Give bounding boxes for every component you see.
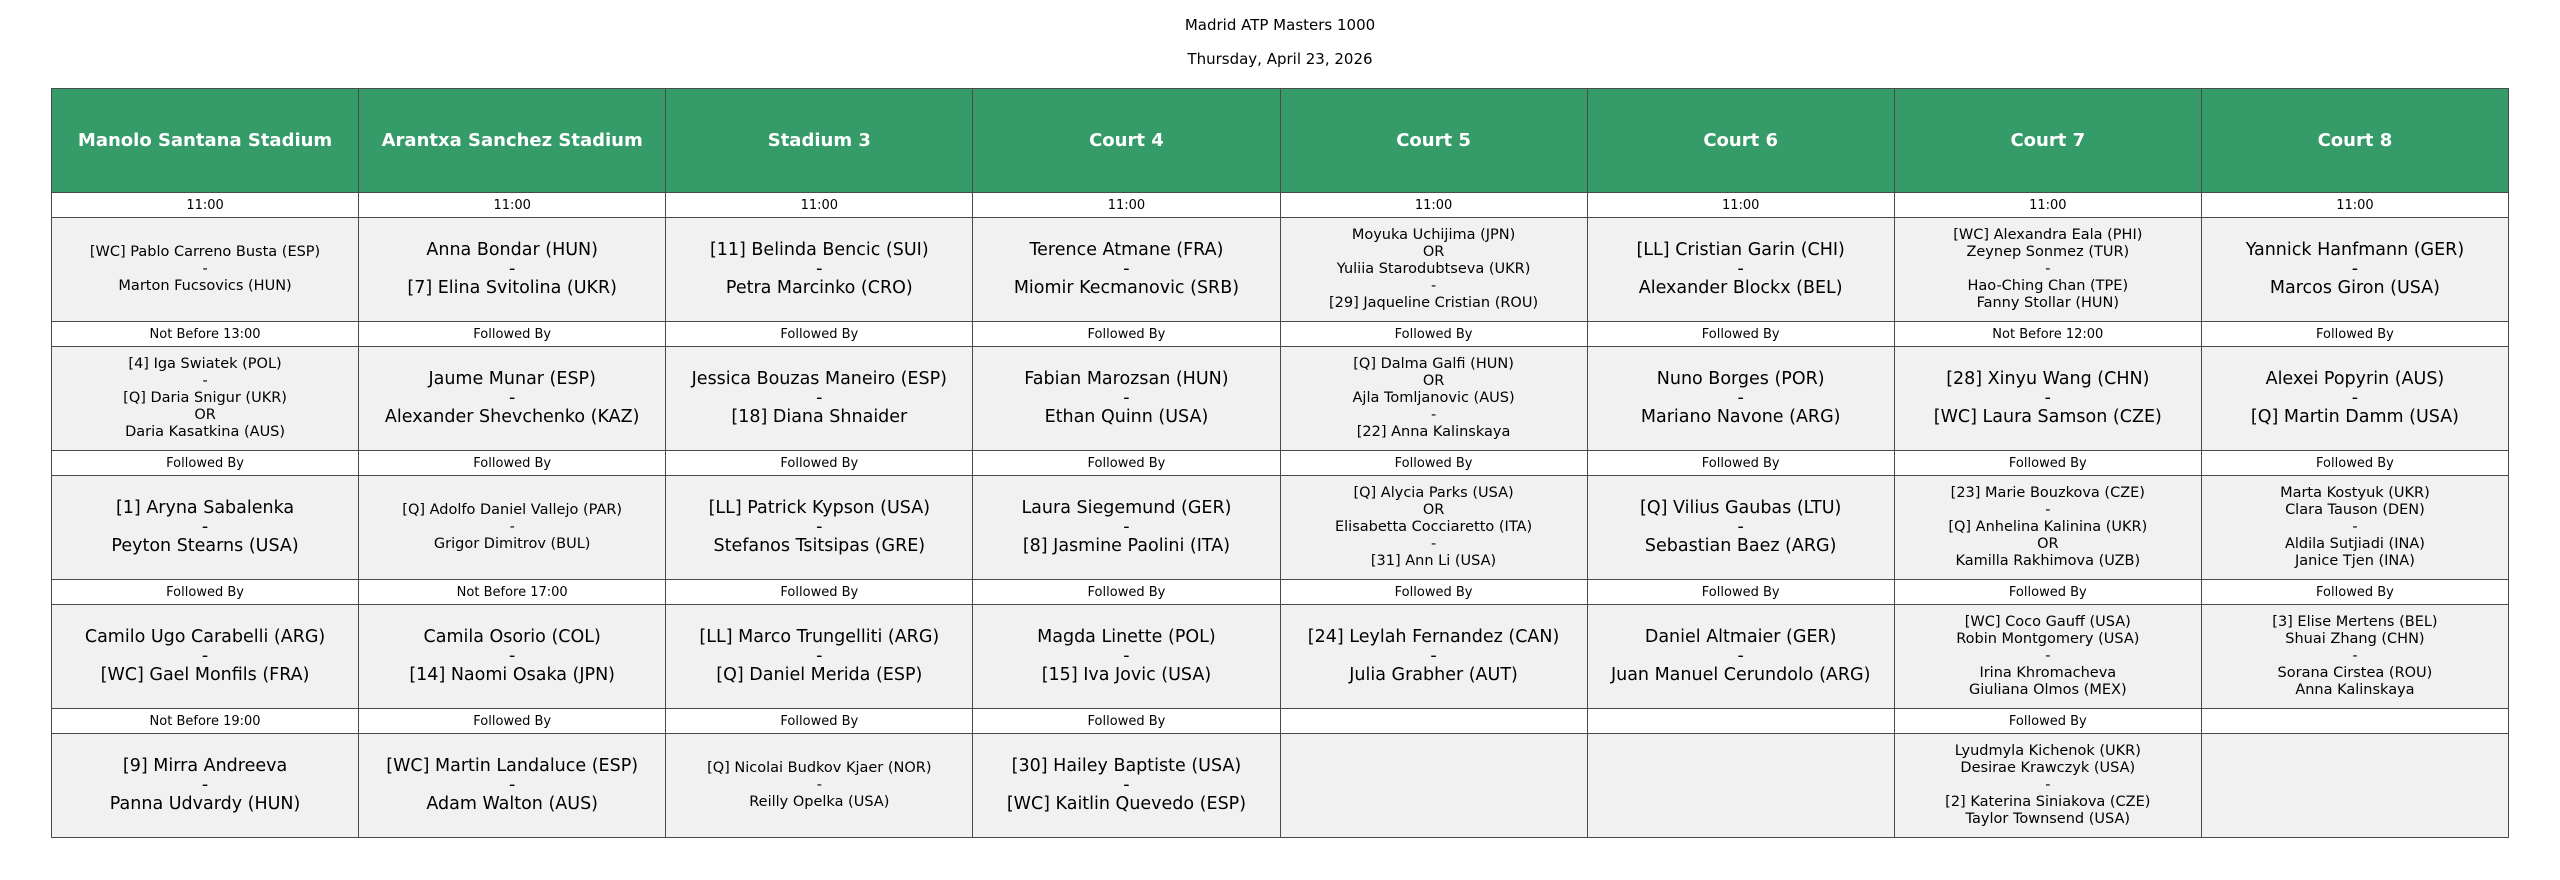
match-line: - bbox=[1123, 517, 1130, 537]
match-cell bbox=[359, 605, 666, 709]
match-cell bbox=[2201, 605, 2508, 709]
match-line: [Q] Martin Damm (USA) bbox=[2250, 407, 2459, 427]
match-line: - bbox=[1123, 259, 1130, 279]
start-time-label: Followed By bbox=[359, 451, 666, 476]
match-line: Fanny Stollar (HUN) bbox=[1976, 295, 2120, 311]
match-line: [Q] Vilius Gaubas (LTU) bbox=[1640, 498, 1842, 518]
start-time-label: Followed By bbox=[52, 580, 359, 605]
match-line: Terence Atmane (FRA) bbox=[1029, 240, 1224, 260]
match-line: - bbox=[1430, 278, 1437, 294]
match-line: - bbox=[509, 519, 515, 535]
start-time-label: Followed By bbox=[973, 709, 1280, 734]
match-line: Janice Tjen (INA) bbox=[2295, 553, 2415, 569]
start-time-label: Followed By bbox=[666, 322, 973, 347]
match-line: [WC] Martin Landaluce (ESP) bbox=[386, 756, 639, 776]
start-time-label bbox=[1587, 709, 1894, 734]
match-line: - bbox=[2045, 777, 2051, 793]
match-line: - bbox=[509, 259, 516, 279]
match-line: [WC] Gael Monfils (FRA) bbox=[100, 665, 310, 685]
match-line: - bbox=[816, 517, 823, 537]
match-line: - bbox=[201, 517, 209, 537]
match-line: [30] Hailey Baptiste (USA) bbox=[1011, 756, 1242, 776]
match-line: Camila Osorio (COL) bbox=[423, 627, 601, 647]
match-line: Alexei Popyrin (AUS) bbox=[2265, 369, 2445, 389]
start-time-label: 11:00 bbox=[1894, 193, 2201, 218]
match-cell bbox=[1587, 218, 1894, 322]
match-line: [11] Belinda Bencic (SUI) bbox=[709, 240, 929, 260]
start-time-label bbox=[2201, 709, 2508, 734]
match-line: Jessica Bouzas Maneiro (ESP) bbox=[691, 369, 947, 389]
match-line: - bbox=[1430, 407, 1437, 423]
match-line: - bbox=[509, 388, 516, 408]
time-row bbox=[52, 451, 2509, 476]
court-header: Stadium 3 bbox=[666, 89, 973, 193]
match-line: [LL] Marco Trungelliti (ARG) bbox=[699, 627, 940, 647]
match-cell bbox=[1280, 347, 1587, 451]
match-cell bbox=[1587, 476, 1894, 580]
time-row bbox=[52, 193, 2509, 218]
match-line: - bbox=[202, 261, 208, 277]
match-cell bbox=[973, 347, 1280, 451]
match-line: OR bbox=[194, 407, 216, 423]
start-time-label: Followed By bbox=[1280, 451, 1587, 476]
match-cell bbox=[973, 605, 1280, 709]
match-line: [WC] Pablo Carreno Busta (ESP) bbox=[89, 244, 321, 260]
start-time-label: Followed By bbox=[2201, 451, 2508, 476]
match-line: [29] Jaqueline Cristian (ROU) bbox=[1329, 295, 1539, 311]
start-time-label: Followed By bbox=[973, 451, 1280, 476]
match-cell bbox=[359, 734, 666, 838]
match-cell bbox=[1894, 734, 2201, 838]
start-time-label: 11:00 bbox=[973, 193, 1280, 218]
start-time-label: Followed By bbox=[1587, 580, 1894, 605]
match-line: [Q] Daria Snigur (UKR) bbox=[123, 390, 287, 406]
match-cell bbox=[973, 476, 1280, 580]
match-line: - bbox=[1737, 388, 1744, 408]
start-time-label: Not Before 12:00 bbox=[1894, 322, 2201, 347]
match-line: - bbox=[201, 775, 209, 795]
match-line: Reilly Opelka (USA) bbox=[749, 794, 890, 810]
match-line: Aldila Sutjiadi (INA) bbox=[2284, 536, 2425, 552]
match-line: - bbox=[1737, 517, 1744, 537]
match-line: [2] Katerina Siniakova (CZE) bbox=[1945, 794, 2151, 810]
match-line: OR bbox=[2037, 536, 2059, 552]
match-line: OR bbox=[1422, 244, 1445, 260]
match-line: Lyudmyla Kichenok (UKR) bbox=[1954, 743, 2141, 759]
match-line: Peyton Stearns (USA) bbox=[111, 536, 299, 556]
match-cell bbox=[666, 605, 973, 709]
match-cell bbox=[359, 347, 666, 451]
start-time-label: Followed By bbox=[359, 322, 666, 347]
time-row bbox=[52, 709, 2509, 734]
time-row bbox=[52, 580, 2509, 605]
match-line: Jaume Munar (ESP) bbox=[428, 369, 596, 389]
match-line: [Q] Adolfo Daniel Vallejo (PAR) bbox=[402, 502, 623, 518]
match-line: Zeynep Sonmez (TUR) bbox=[1966, 244, 2130, 260]
start-time-label: 11:00 bbox=[359, 193, 666, 218]
match-line: [WC] Kaitlin Quevedo (ESP) bbox=[1006, 794, 1247, 814]
match-line: Shuai Zhang (CHN) bbox=[2285, 631, 2425, 647]
start-time-label: 11:00 bbox=[2201, 193, 2508, 218]
match-line: [WC] Alexandra Eala (PHI) bbox=[1953, 227, 2143, 243]
match-cell bbox=[2201, 734, 2508, 838]
match-cell bbox=[973, 734, 1280, 838]
match-line: [15] Iva Jovic (USA) bbox=[1041, 665, 1212, 685]
match-cell bbox=[52, 218, 359, 322]
match-line: Moyuka Uchijima (JPN) bbox=[1351, 227, 1516, 243]
match-line: Clara Tauson (DEN) bbox=[2285, 502, 2425, 518]
match-line: Taylor Townsend (USA) bbox=[1965, 811, 2131, 827]
match-cell bbox=[666, 476, 973, 580]
match-line: Yannick Hanfmann (GER) bbox=[2245, 240, 2465, 260]
match-line: - bbox=[1430, 646, 1437, 666]
match-line: Petra Marcinko (CRO) bbox=[725, 278, 913, 298]
match-line: [Q] Alycia Parks (USA) bbox=[1353, 485, 1514, 501]
match-cell bbox=[1894, 476, 2201, 580]
match-line: - bbox=[1123, 388, 1130, 408]
match-row bbox=[52, 734, 2509, 838]
match-line: Mariano Navone (ARG) bbox=[1640, 407, 1841, 427]
match-line: OR bbox=[1422, 373, 1445, 389]
match-row bbox=[52, 605, 2509, 709]
tournament-title: Madrid ATP Masters 1000 bbox=[1184, 16, 1376, 34]
start-time-label: 11:00 bbox=[1280, 193, 1587, 218]
match-line: [7] Elina Svitolina (UKR) bbox=[407, 278, 617, 298]
match-cell bbox=[52, 476, 359, 580]
match-line: - bbox=[509, 775, 516, 795]
start-time-label: Followed By bbox=[973, 580, 1280, 605]
match-line: - bbox=[202, 373, 208, 389]
match-line: Marton Fucsovics (HUN) bbox=[118, 278, 292, 294]
match-line: Adam Walton (AUS) bbox=[426, 794, 599, 814]
match-line: Hao-Ching Chan (TPE) bbox=[1967, 278, 2129, 294]
match-cell bbox=[1894, 347, 2201, 451]
match-line: - bbox=[1430, 536, 1437, 552]
match-line: - bbox=[816, 259, 823, 279]
match-line: Elisabetta Cocciaretto (ITA) bbox=[1334, 519, 1533, 535]
match-line: Marcos Giron (USA) bbox=[2269, 278, 2440, 298]
match-line: Robin Montgomery (USA) bbox=[1956, 631, 2140, 647]
match-line: [18] Diana Shnaider bbox=[731, 407, 908, 427]
match-cell bbox=[666, 347, 973, 451]
match-line: Sebastian Baez (ARG) bbox=[1644, 536, 1837, 556]
start-time-label: Followed By bbox=[1894, 451, 2201, 476]
match-cell bbox=[1587, 605, 1894, 709]
match-line: [3] Elise Mertens (BEL) bbox=[2272, 614, 2438, 630]
match-line: - bbox=[1737, 646, 1744, 666]
match-line: [LL] Cristian Garin (CHI) bbox=[1636, 240, 1845, 260]
match-line: Alexander Blockx (BEL) bbox=[1638, 278, 1843, 298]
match-line: [28] Xinyu Wang (CHN) bbox=[1946, 369, 2150, 389]
match-line: Desirae Krawczyk (USA) bbox=[1960, 760, 2136, 776]
match-line: - bbox=[2351, 259, 2359, 279]
match-line: - bbox=[2352, 519, 2358, 535]
match-line: - bbox=[816, 646, 823, 666]
match-line: - bbox=[1737, 259, 1744, 279]
start-time-label: Followed By bbox=[666, 709, 973, 734]
match-line: - bbox=[816, 777, 822, 793]
start-time-label: Not Before 17:00 bbox=[359, 580, 666, 605]
match-line: Kamilla Rakhimova (UZB) bbox=[1955, 553, 2141, 569]
match-cell bbox=[2201, 347, 2508, 451]
match-line: OR bbox=[1422, 502, 1445, 518]
match-line: Stefanos Tsitsipas (GRE) bbox=[713, 536, 926, 556]
match-line: Laura Siegemund (GER) bbox=[1021, 498, 1232, 518]
time-row bbox=[52, 322, 2509, 347]
match-cell bbox=[52, 605, 359, 709]
start-time-label: 11:00 bbox=[52, 193, 359, 218]
match-cell bbox=[1280, 476, 1587, 580]
match-line: Marta Kostyuk (UKR) bbox=[2280, 485, 2430, 501]
match-line: Sorana Cirstea (ROU) bbox=[2277, 665, 2433, 681]
match-line: - bbox=[1123, 775, 1130, 795]
court-header-row bbox=[52, 89, 2509, 193]
match-line: Anna Bondar (HUN) bbox=[426, 240, 598, 260]
match-line: Panna Udvardy (HUN) bbox=[109, 794, 301, 814]
match-line: - bbox=[816, 388, 823, 408]
court-header: Court 4 bbox=[973, 89, 1280, 193]
match-line: [LL] Patrick Kypson (USA) bbox=[708, 498, 931, 518]
match-line: - bbox=[509, 646, 516, 666]
match-cell bbox=[1280, 605, 1587, 709]
court-header: Arantxa Sanchez Stadium bbox=[359, 89, 666, 193]
match-line: [Q] Dalma Galfi (HUN) bbox=[1353, 356, 1514, 372]
match-cell bbox=[359, 476, 666, 580]
match-line: Daniel Altmaier (GER) bbox=[1644, 627, 1837, 647]
match-line: Ajla Tomljanovic (AUS) bbox=[1352, 390, 1515, 406]
match-line: - bbox=[2351, 388, 2359, 408]
match-row bbox=[52, 218, 2509, 322]
match-line: - bbox=[2044, 388, 2051, 408]
match-cell bbox=[1280, 734, 1587, 838]
match-line: [14] Naomi Osaka (JPN) bbox=[409, 665, 616, 685]
match-line: Camilo Ugo Carabelli (ARG) bbox=[84, 627, 326, 647]
match-line: [Q] Daniel Merida (ESP) bbox=[716, 665, 923, 685]
schedule-body bbox=[52, 193, 2509, 838]
match-line: Magda Linette (POL) bbox=[1037, 627, 1216, 647]
match-line: Julia Grabher (AUT) bbox=[1349, 665, 1518, 685]
start-time-label: Followed By bbox=[973, 322, 1280, 347]
start-time-label: Followed By bbox=[1587, 322, 1894, 347]
schedule-date: Thursday, April 23, 2026 bbox=[1187, 50, 1373, 68]
match-line: [1] Aryna Sabalenka bbox=[115, 498, 295, 518]
start-time-label: Followed By bbox=[52, 451, 359, 476]
start-time-label: 11:00 bbox=[1587, 193, 1894, 218]
order-of-play-table bbox=[51, 88, 2509, 838]
start-time-label: 11:00 bbox=[666, 193, 973, 218]
start-time-label: Followed By bbox=[666, 580, 973, 605]
match-row bbox=[52, 476, 2509, 580]
match-line: Juan Manuel Cerundolo (ARG) bbox=[1610, 665, 1871, 685]
start-time-label: Followed By bbox=[2201, 322, 2508, 347]
match-line: Fabian Marozsan (HUN) bbox=[1024, 369, 1229, 389]
start-time-label: Followed By bbox=[1587, 451, 1894, 476]
start-time-label: Followed By bbox=[1280, 322, 1587, 347]
court-header: Court 8 bbox=[2201, 89, 2508, 193]
match-line: [8] Jasmine Paolini (ITA) bbox=[1022, 536, 1231, 556]
match-cell bbox=[666, 218, 973, 322]
match-line: [24] Leylah Fernandez (CAN) bbox=[1307, 627, 1560, 647]
match-line: [Q] Anhelina Kalinina (UKR) bbox=[1948, 519, 2148, 535]
start-time-label: Not Before 13:00 bbox=[52, 322, 359, 347]
match-line: Irina Khromacheva bbox=[1979, 665, 2117, 681]
match-line: - bbox=[2045, 261, 2051, 277]
match-line: Nuno Borges (POR) bbox=[1656, 369, 1825, 389]
match-row bbox=[52, 347, 2509, 451]
court-header: Manolo Santana Stadium bbox=[52, 89, 359, 193]
match-line: Miomir Kecmanovic (SRB) bbox=[1013, 278, 1240, 298]
match-cell bbox=[359, 218, 666, 322]
match-cell bbox=[973, 218, 1280, 322]
match-cell bbox=[2201, 218, 2508, 322]
court-header: Court 5 bbox=[1280, 89, 1587, 193]
match-cell bbox=[2201, 476, 2508, 580]
match-cell bbox=[1280, 218, 1587, 322]
match-line: Daria Kasatkina (AUS) bbox=[125, 424, 286, 440]
match-cell bbox=[1894, 605, 2201, 709]
match-line: - bbox=[1123, 646, 1130, 666]
match-line: Ethan Quinn (USA) bbox=[1044, 407, 1209, 427]
start-time-label: Followed By bbox=[666, 451, 973, 476]
match-cell bbox=[52, 734, 359, 838]
match-line: [22] Anna Kalinskaya bbox=[1356, 424, 1511, 440]
start-time-label: Followed By bbox=[2201, 580, 2508, 605]
match-line: - bbox=[2045, 648, 2051, 664]
match-line: [23] Marie Bouzkova (CZE) bbox=[1950, 485, 2145, 501]
match-line: [WC] Laura Samson (CZE) bbox=[1933, 407, 2162, 427]
match-line: Anna Kalinskaya bbox=[2295, 682, 2415, 698]
match-line: Yuliia Starodubtseva (UKR) bbox=[1336, 261, 1531, 277]
match-line: [Q] Nicolai Budkov Kjaer (NOR) bbox=[707, 760, 932, 776]
start-time-label: Followed By bbox=[1280, 580, 1587, 605]
start-time-label bbox=[1280, 709, 1587, 734]
match-cell bbox=[52, 347, 359, 451]
match-cell bbox=[1587, 734, 1894, 838]
match-line: Grigor Dimitrov (BUL) bbox=[433, 536, 591, 552]
match-line: Giuliana Olmos (MEX) bbox=[1969, 682, 2127, 698]
start-time-label: Followed By bbox=[359, 709, 666, 734]
court-header: Court 6 bbox=[1587, 89, 1894, 193]
match-line: [WC] Coco Gauff (USA) bbox=[1964, 614, 2131, 630]
match-line: [31] Ann Li (USA) bbox=[1370, 553, 1497, 569]
match-line: - bbox=[2045, 502, 2051, 518]
match-cell bbox=[1587, 347, 1894, 451]
court-header: Court 7 bbox=[1894, 89, 2201, 193]
match-line: [9] Mirra Andreeva bbox=[122, 756, 288, 776]
start-time-label: Followed By bbox=[1894, 580, 2201, 605]
match-line: [4] Iga Swiatek (POL) bbox=[128, 356, 282, 372]
match-line: - bbox=[201, 646, 209, 666]
match-cell bbox=[1894, 218, 2201, 322]
start-time-label: Not Before 19:00 bbox=[52, 709, 359, 734]
match-cell bbox=[666, 734, 973, 838]
match-line: Alexander Shevchenko (KAZ) bbox=[384, 407, 640, 427]
start-time-label: Followed By bbox=[1894, 709, 2201, 734]
match-line: - bbox=[2352, 648, 2358, 664]
